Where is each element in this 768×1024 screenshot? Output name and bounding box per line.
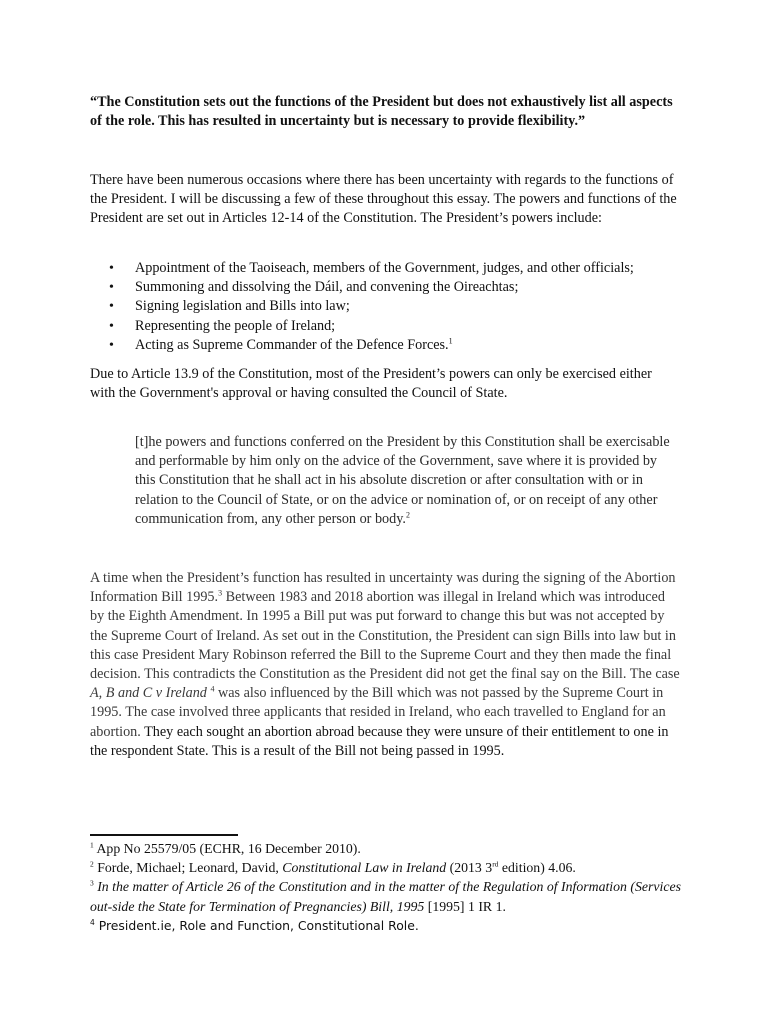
- list-item: • Representing the people of Ireland;: [90, 317, 680, 336]
- bullet-icon: •: [109, 337, 114, 353]
- bullet-icon: •: [109, 261, 114, 276]
- footnote-ref[interactable]: 2: [405, 510, 410, 520]
- footnote-separator: [90, 834, 238, 836]
- footnotes: [90, 839, 690, 935]
- footnote-ref[interactable]: 3: [218, 588, 223, 598]
- uncertainty-paragraph: A time when the President’s function has resulted in uncertainty was during the signing of the Abortion Information Bill 1995.$^3$ Between 1983 and 2018 abortion was illegal in Ireland which was introduced by the Eighth Amendment. In 1995 a Bill put was put forward to change this but was not accepted by the Supreme Court of Ireland. As set out in the Constitution, the President can sign Bills into law but in this case President Mary Robinson referred the Bill to the Supreme Court and they then made the final decision. This contradicts the Constitution as the President did not get the final say on the Bill. The case A, B and C v Ireland $^4$ was also influenced by the Bill which was not passed by the Supreme Court in 1995. The case involved three applicants that resided in Ireland, who each travelled to England for an abortion. They each sought an abortion abroad because they were unsure of their entitlement to one in the respondent State. This is a result of the Bill not being passed in 1995.: [90, 570, 680, 759]
- block-quote: [t]he powers and functions conferred on the President by this Constitution shall be exercisable and performable by him only on the advice of the Government, save where it is provided by this Constitution that he shall act in his absolute discretion or after consultation with or in relation to the Council of State, or on the advice or nomination of, or on receipt of any other communication from, any other person or body.$^2$: [135, 434, 670, 527]
- footnote-1: $^1$ App No 25579/05 (ECHR, 16 December 2010).: [90, 840, 361, 856]
- footnote-2: $^2$ Forde, Michael; Leonard, David, Constitutional Law in Ireland (2013 3rd edition) 4.06.: [90, 859, 576, 876]
- bullet-icon: •: [109, 280, 114, 296]
- footnote-4: $^4$ President.ie, Role and Function, Constitutional Role.: [90, 917, 419, 933]
- footnote-3: $^3$ In the matter of Article 26 of the Constitution and in the matter of the Regulation of Information (Services out-side the State for Termination of Pregnancies) Bill, 1995 [1995] 1 IR 1.: [90, 878, 681, 914]
- list-item: • Summoning and dissolving the Dáil, and convening the Oireachtas;: [90, 278, 680, 297]
- article-paragraph: Due to Article 13.9 of the Constitution, most of the President’s powers can only be exercised either with the Government's approval or having consulted the Council of State.: [90, 366, 652, 402]
- bullet-icon: •: [109, 318, 114, 334]
- footnote-ref[interactable]: 1: [448, 336, 453, 346]
- essay-title: “The Constitution sets out the functions of the President but does not exhaustively list all aspects of the role. This has resulted in uncertainty but is necessary to provide flexibility.”: [90, 94, 673, 129]
- list-item: • Acting as Supreme Commander of the Defence Forces.$^1$: [90, 336, 680, 355]
- footnote-ref[interactable]: 4: [210, 684, 215, 694]
- case-name: A, B and C v Ireland: [90, 685, 207, 702]
- list-item: • Signing legislation and Bills into law;: [90, 297, 680, 316]
- bullet-icon: •: [109, 299, 114, 315]
- list-item: • Appointment of the Taoiseach, members of the Government, judges, and other officials;: [90, 259, 680, 278]
- intro-paragraph: There have been numerous occasions where there has been uncertainty with regards to the functions of the President. I will be discussing a few of these throughout this essay. The powers and functions of the President are set out in Articles 12-14 of the Constitution. The President’s powers include:: [90, 172, 677, 227]
- powers-list: [90, 259, 680, 355]
